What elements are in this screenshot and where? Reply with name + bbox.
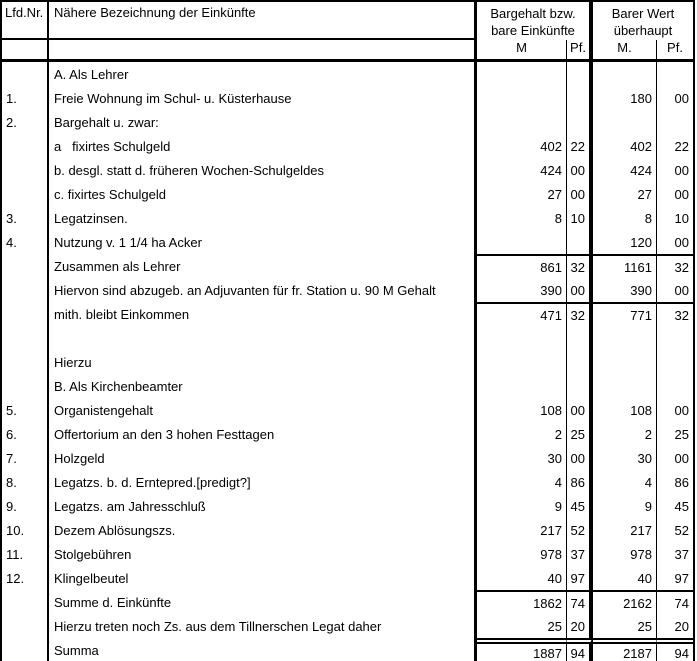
row-number — [2, 326, 49, 350]
value-m-total: 2162 — [593, 590, 657, 614]
value-pf-cash: 22 — [567, 134, 593, 158]
value-pf-cash: 32 — [567, 254, 593, 278]
row-number — [2, 350, 49, 374]
value-m-cash: 40 — [477, 566, 567, 590]
value-pf-total — [657, 62, 693, 86]
row-number — [2, 182, 49, 206]
value-pf-cash: 00 — [567, 446, 593, 470]
value-pf-cash — [567, 230, 593, 254]
row-number — [2, 62, 49, 86]
value-pf-total: 10 — [674, 210, 689, 226]
value-m-total: 9 — [593, 494, 657, 518]
value-m-total: 2187 — [593, 638, 657, 661]
value-m-total: 108 — [593, 398, 657, 422]
row-number — [2, 254, 49, 278]
value-pf-cash: 32 — [567, 302, 593, 326]
row-number: 7. — [2, 446, 49, 470]
value-pf-cash: 37 — [567, 542, 593, 566]
value-pf-cash: 10 — [567, 206, 593, 230]
value-m-total: 30 — [593, 446, 657, 470]
value-pf-total: 94 — [657, 638, 693, 661]
value-m-cash — [477, 374, 567, 398]
value-pf-cash — [567, 350, 593, 374]
value-pf-total: 00 — [674, 90, 689, 106]
value-m-total: 217 — [593, 518, 657, 542]
value-pf-total: 37 — [674, 546, 689, 562]
value-m-total: 27 — [593, 182, 657, 206]
value-m-cash: 471 — [477, 302, 567, 326]
row-number: 5. — [2, 398, 49, 422]
row-description: Legatzs. am Jahresschluß — [49, 494, 477, 518]
value-pf-cash — [567, 62, 593, 86]
value-m-cash: 108 — [477, 398, 567, 422]
row-description: b. desgl. statt d. früheren Wochen-Schulgeldes — [49, 158, 477, 182]
row-number — [2, 278, 49, 302]
header-group-total-line1: Barer Wert — [611, 6, 675, 21]
row-description: Stolgebühren — [49, 542, 477, 566]
value-m-cash: 1862 — [477, 590, 567, 614]
row-number: 12. — [2, 566, 49, 590]
row-description: Dezem Ablösungszs. — [49, 518, 477, 542]
value-m-total: 40 — [593, 566, 657, 590]
value-pf-total: 74 — [657, 590, 693, 614]
value-pf-cash: 00 — [567, 278, 593, 302]
value-m-total — [593, 374, 657, 398]
row-description: Freie Wohnung im Schul- u. Küsterhause — [49, 86, 477, 110]
value-m-total: 771 — [593, 302, 657, 326]
row-number: 4. — [2, 230, 49, 254]
row-description: Legatzinsen. — [49, 206, 477, 230]
row-number — [2, 590, 49, 614]
row-description: Zusammen als Lehrer — [49, 254, 477, 278]
row-description: mith. bleibt Einkommen — [49, 302, 477, 326]
row-number — [2, 302, 49, 326]
header-sub-m-total: M. — [593, 40, 657, 59]
row-number — [2, 614, 49, 638]
value-pf-cash — [567, 326, 593, 350]
row-description: A. Als Lehrer — [49, 62, 477, 86]
header-group-cash — [477, 2, 593, 40]
header-group-cash-line2: bare Einkünfte — [491, 23, 575, 38]
table-header — [2, 2, 693, 62]
value-m-cash: 217 — [477, 518, 567, 542]
value-pf-cash: 97 — [567, 566, 593, 590]
value-m-cash — [477, 350, 567, 374]
value-pf-total — [657, 326, 693, 350]
row-description: Offertorium an den 3 hohen Festtagen — [49, 422, 477, 446]
value-pf-total — [657, 374, 693, 398]
value-pf-cash — [567, 110, 593, 134]
header-group-total — [593, 2, 693, 40]
value-m-cash: 8 — [477, 206, 567, 230]
value-m-total: 978 — [593, 542, 657, 566]
value-m-total: 402 — [593, 134, 657, 158]
value-pf-cash: 20 — [567, 614, 593, 638]
row-description: a fixirtes Schulgeld — [49, 134, 477, 158]
value-pf-cash — [567, 86, 593, 110]
row-number — [2, 134, 49, 158]
row-number: 8. — [2, 470, 49, 494]
value-pf-total: 00 — [674, 450, 689, 466]
value-m-cash: 978 — [477, 542, 567, 566]
value-pf-cash: 00 — [567, 398, 593, 422]
value-pf-total: 97 — [674, 570, 689, 586]
row-number: 1. — [2, 86, 49, 110]
value-pf-cash — [567, 374, 593, 398]
value-pf-total: 20 — [674, 618, 689, 634]
value-m-total — [593, 350, 657, 374]
value-pf-cash: 86 — [567, 470, 593, 494]
value-m-total: 25 — [593, 614, 657, 638]
row-number: 9. — [2, 494, 49, 518]
value-pf-cash: 74 — [567, 590, 593, 614]
row-number: 11. — [2, 542, 49, 566]
value-m-cash: 30 — [477, 446, 567, 470]
value-m-total: 424 — [593, 158, 657, 182]
value-m-cash: 9 — [477, 494, 567, 518]
value-pf-cash: 45 — [567, 494, 593, 518]
value-m-cash: 390 — [477, 278, 567, 302]
value-m-cash: 4 — [477, 470, 567, 494]
header-group-total-line2: überhaupt — [613, 23, 673, 38]
row-description — [49, 326, 477, 350]
value-m-cash: 861 — [477, 254, 567, 278]
row-number — [2, 638, 49, 661]
value-m-total: 120 — [593, 230, 657, 254]
value-pf-total: 32 — [657, 254, 693, 278]
row-number: 6. — [2, 422, 49, 446]
value-m-total: 2 — [593, 422, 657, 446]
value-m-cash — [477, 86, 567, 110]
value-pf-total: 25 — [674, 426, 689, 442]
value-pf-total: 86 — [674, 474, 689, 490]
header-lfd-nr: Lfd.Nr. — [2, 2, 49, 40]
header-sub-m-cash: M — [477, 40, 567, 59]
row-description: Organistengehalt — [49, 398, 477, 422]
row-number: 2. — [2, 110, 49, 134]
value-pf-total: 45 — [674, 498, 689, 514]
row-description: B. Als Kirchenbeamter — [49, 374, 477, 398]
value-m-cash: 25 — [477, 614, 567, 638]
value-m-cash — [477, 110, 567, 134]
row-description: Hierzu treten noch Zs. aus dem Tillnerschen Legat daher — [49, 614, 477, 638]
value-m-cash — [477, 326, 567, 350]
header-spacer-nr — [2, 40, 49, 59]
row-description: Summa — [49, 638, 477, 661]
value-pf-total: 32 — [657, 302, 693, 326]
row-description: Nutzung v. 1 1/4 ha Acker — [49, 230, 477, 254]
value-m-cash — [477, 62, 567, 86]
row-description: c. fixirtes Schulgeld — [49, 182, 477, 206]
row-description: Holzgeld — [49, 446, 477, 470]
value-m-total — [593, 62, 657, 86]
header-sub-pf-total: Pf. — [667, 40, 683, 55]
value-m-cash — [477, 230, 567, 254]
row-description: Hiervon sind abzugeb. an Adjuvanten für fr. Station u. 90 M Gehalt — [49, 278, 477, 302]
header-sub-pf-cash: Pf. — [567, 40, 593, 59]
value-m-total: 4 — [593, 470, 657, 494]
header-group-cash-line1: Bargehalt bzw. — [490, 6, 576, 21]
value-pf-total: 00 — [674, 234, 689, 250]
value-pf-cash: 00 — [567, 182, 593, 206]
value-pf-cash: 25 — [567, 422, 593, 446]
value-m-total: 1161 — [593, 254, 657, 278]
row-number — [2, 374, 49, 398]
value-m-cash: 424 — [477, 158, 567, 182]
value-m-total — [593, 110, 657, 134]
row-description: Summe d. Einkünfte — [49, 590, 477, 614]
value-m-cash: 402 — [477, 134, 567, 158]
value-pf-total: 00 — [674, 402, 689, 418]
value-pf-cash: 52 — [567, 518, 593, 542]
row-description: Hierzu — [49, 350, 477, 374]
row-description: Bargehalt u. zwar: — [49, 110, 477, 134]
header-description: Nähere Bezeichnung der Einkünfte — [49, 2, 477, 40]
value-m-cash: 1887 — [477, 638, 567, 661]
value-m-cash: 2 — [477, 422, 567, 446]
value-pf-total — [657, 350, 693, 374]
value-pf-total: 22 — [674, 138, 689, 154]
value-pf-cash: 00 — [567, 158, 593, 182]
row-description: Klingelbeutel — [49, 566, 477, 590]
value-pf-total: 52 — [674, 522, 689, 538]
row-description: Legatzs. b. d. Erntepred.[predigt?] — [49, 470, 477, 494]
value-m-total — [593, 326, 657, 350]
value-pf-total: 00 — [674, 282, 689, 298]
table-body — [2, 62, 693, 661]
value-m-total: 8 — [593, 206, 657, 230]
row-number — [2, 158, 49, 182]
value-pf-total: 00 — [674, 186, 689, 202]
header-spacer-description — [49, 40, 477, 59]
row-number: 3. — [2, 206, 49, 230]
value-m-cash: 27 — [477, 182, 567, 206]
row-number: 10. — [2, 518, 49, 542]
value-pf-total — [657, 110, 693, 134]
value-pf-total: 00 — [674, 162, 689, 178]
value-m-total: 390 — [593, 278, 657, 302]
value-pf-cash: 94 — [567, 638, 593, 661]
value-m-total: 180 — [593, 86, 657, 110]
